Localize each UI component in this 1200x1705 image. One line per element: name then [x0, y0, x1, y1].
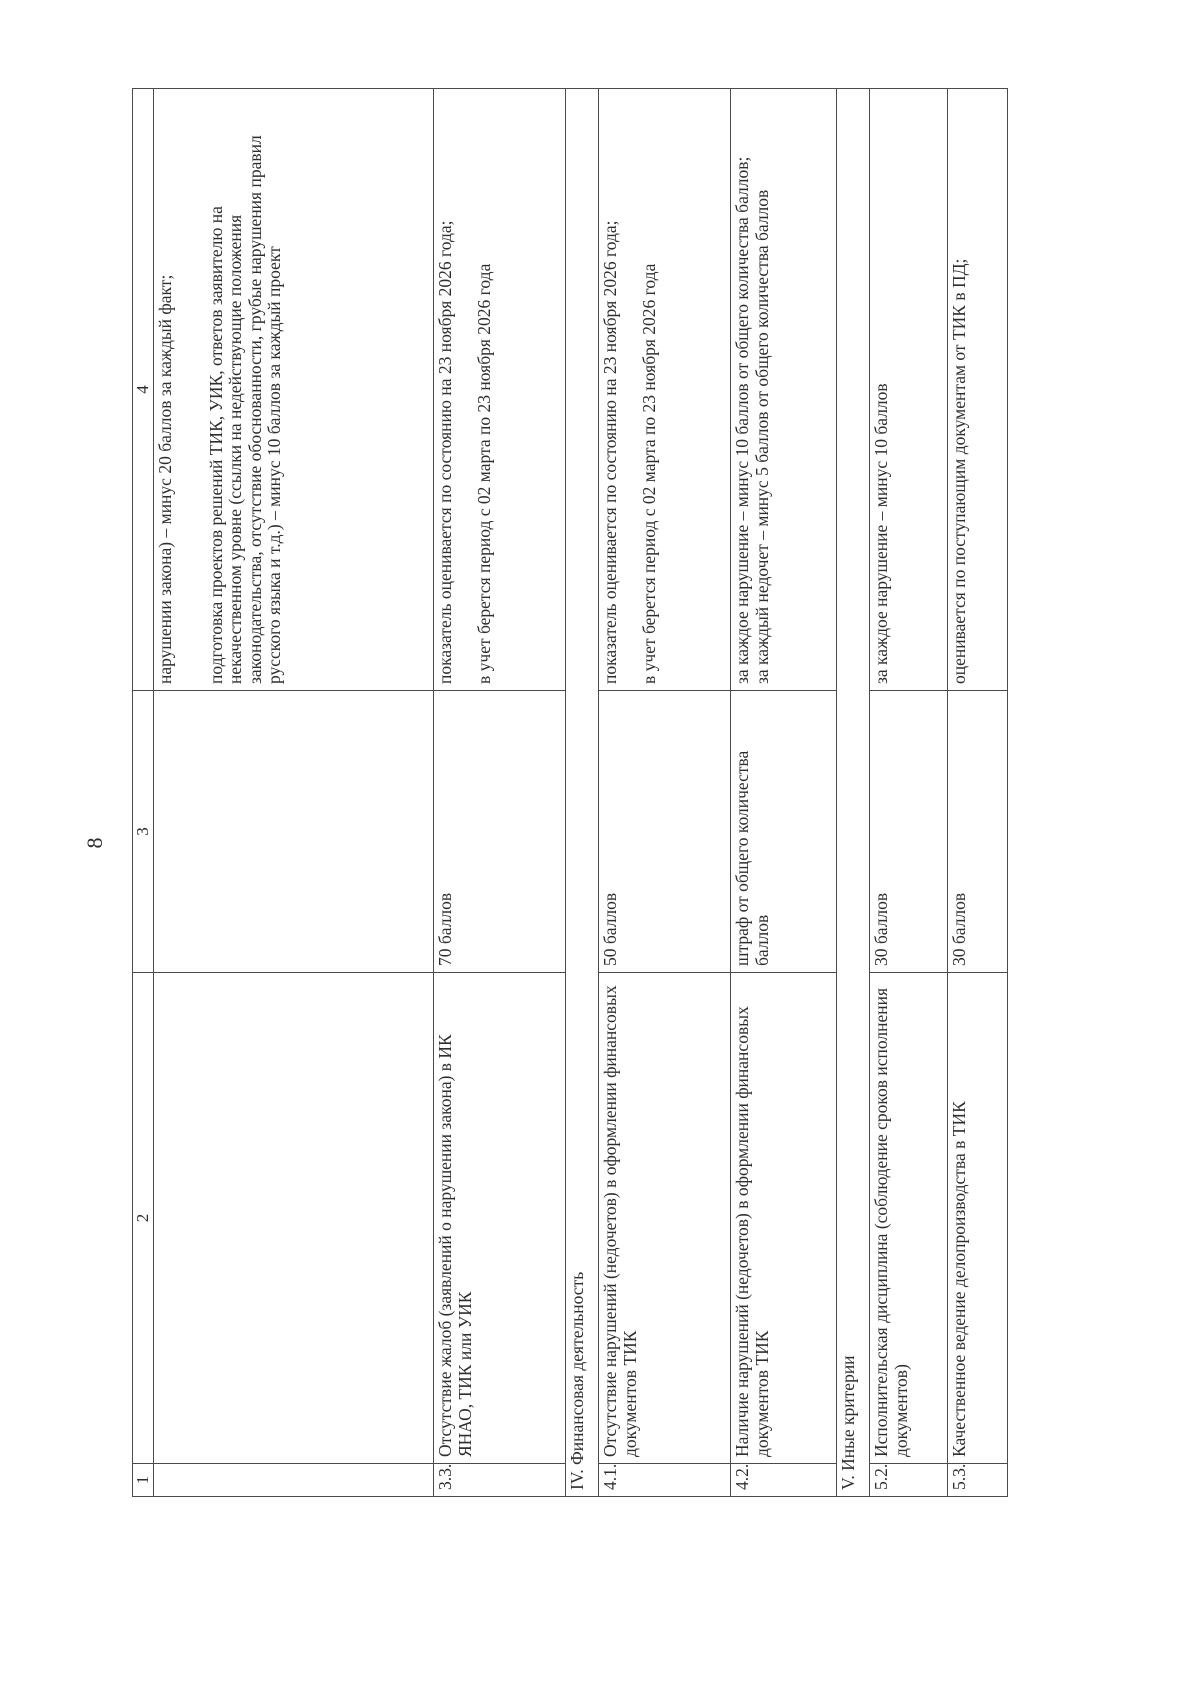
- criterion-text: Отсутствие жалоб (заявлений о нарушении закона) в ИК ЯНАО, ТИК или УИК: [434, 973, 566, 1464]
- column-number-1: 1: [133, 1464, 154, 1497]
- table-row: [154, 89, 434, 1497]
- note-text: за каждый недочет – минус 5 баллов от общего количества баллов: [751, 189, 772, 684]
- section-header-row: [566, 89, 599, 1497]
- page-number: 8: [82, 837, 107, 849]
- max-score: [154, 691, 434, 973]
- note-text: в учет берется период с 02 марта по 23 ноября 2026 года: [473, 263, 494, 684]
- max-score: 50 баллов: [599, 691, 731, 973]
- section-header-row: [837, 89, 870, 1497]
- evaluation-notes: [731, 89, 837, 691]
- note-text: показатель оценивается по состоянию на 23 ноября 2026 года;: [600, 220, 620, 684]
- max-score: штраф от общего количества баллов: [731, 691, 837, 973]
- max-score: 70 баллов: [434, 691, 566, 973]
- table-row: [599, 89, 731, 1497]
- row-number: 5.3.: [948, 1464, 1008, 1497]
- criterion-text: Отсутствие нарушений (недочетов) в оформлении финансовых документов ТИК: [599, 973, 731, 1464]
- table-row: [731, 89, 837, 1497]
- criteria-table: [132, 88, 1008, 1497]
- criteria-table-rotated: [132, 89, 1087, 1497]
- section-title: IV. Финансовая деятельность: [566, 89, 599, 1497]
- note-text: оценивается по поступающим документам от ТИК в ПД;: [949, 258, 969, 684]
- table-row: [870, 89, 948, 1497]
- criterion-text: [154, 973, 434, 1464]
- evaluation-notes: [154, 89, 434, 691]
- max-score: 30 баллов: [870, 691, 948, 973]
- column-number-4: 4: [133, 89, 154, 691]
- row-number: 4.1.: [599, 1464, 731, 1497]
- note-text: за каждое нарушение – минус 10 баллов от общего количества баллов;: [732, 156, 752, 684]
- column-number-3: 3: [133, 691, 154, 973]
- table-row: [434, 89, 566, 1497]
- max-score: 30 баллов: [948, 691, 1008, 973]
- criterion-text: Исполнительская дисциплина (соблюдение сроков исполнения документов): [870, 973, 948, 1464]
- criterion-text: Наличие нарушений (недочетов) в оформлении финансовых документов ТИК: [731, 973, 837, 1464]
- evaluation-notes: [870, 89, 948, 691]
- column-number-2: 2: [133, 973, 154, 1464]
- evaluation-notes: [948, 89, 1008, 691]
- evaluation-notes: [599, 89, 731, 691]
- note-text: нарушении закона) – минус 20 баллов за каждый факт;: [155, 274, 175, 684]
- note-text: подготовка проектов решений ТИК, УИК, ответов заявителю на некачественном уровне (ссылки на недействующие положения законодательства, отсутствие обоснованности, грубые нарушения правил русского языка и т.д.) – минус 10 баллов за каждый проект: [205, 135, 285, 684]
- section-title: V. Иные критерии: [837, 89, 870, 1497]
- row-number: 3.3.: [434, 1464, 566, 1497]
- note-text: за каждое нарушение – минус 10 баллов: [871, 383, 891, 684]
- note-text: показатель оценивается по состоянию на 23 ноября 2026 года;: [435, 220, 455, 684]
- row-number: [154, 1464, 434, 1497]
- evaluation-notes: [434, 89, 566, 691]
- note-text: в учет берется период с 02 марта по 23 ноября 2026 года: [638, 263, 659, 684]
- column-number-row: [133, 89, 154, 1497]
- criterion-text: Качественное ведение делопроизводства в ТИК: [948, 973, 1008, 1464]
- row-number: 4.2.: [731, 1464, 837, 1497]
- table-row: [948, 89, 1008, 1497]
- row-number: 5.2.: [870, 1464, 948, 1497]
